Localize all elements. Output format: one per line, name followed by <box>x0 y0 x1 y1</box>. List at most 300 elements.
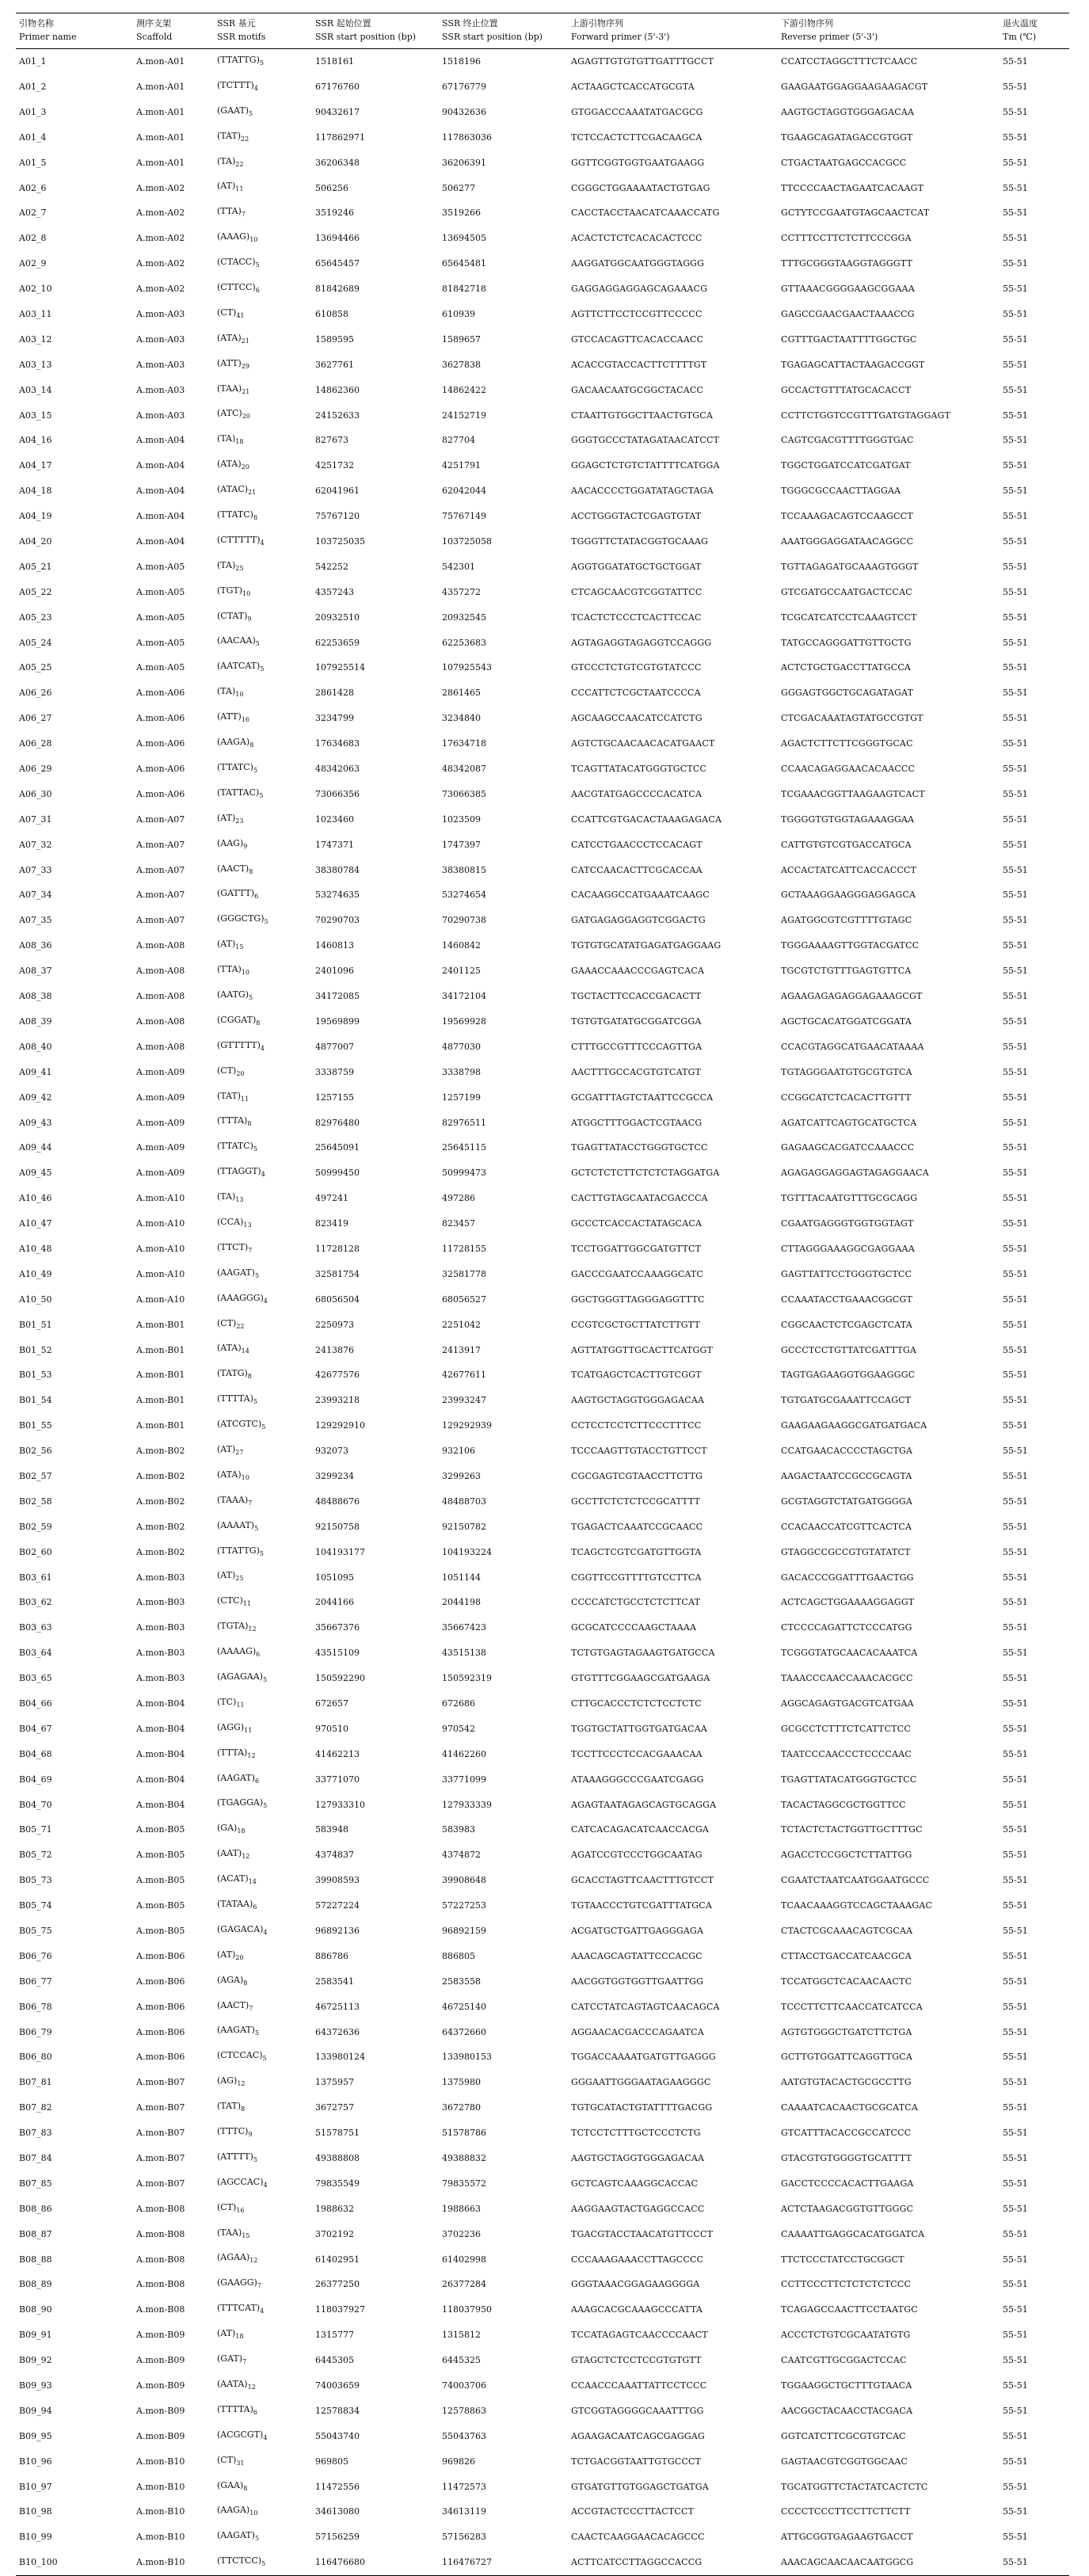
motif-unit: (ACGCGT) <box>217 2429 264 2440</box>
start-position-cell: 610858 <box>315 309 348 319</box>
end-position-cell: 103725058 <box>442 536 492 547</box>
forward-primer-cell: CTAATTGTGGCTTAACTGTGCA <box>571 410 714 421</box>
end-position-cell: 932106 <box>442 1446 475 1457</box>
start-position-cell: 55043740 <box>315 2430 360 2441</box>
motif-unit: (ATC) <box>217 408 242 419</box>
primer-name-cell: A09_41 <box>19 1066 52 1077</box>
end-position-cell: 1051144 <box>442 1572 481 1583</box>
motif-cell <box>214 1110 312 1135</box>
table-row <box>16 1995 1069 2020</box>
tm-cell: 55-51 <box>1000 2550 1069 2575</box>
forward-primer-cell: GGGAATTGGGAATAGAAGGGC <box>571 2077 711 2088</box>
start-position-cell: 497241 <box>315 1193 348 1204</box>
table-row <box>16 1362 1069 1388</box>
tm-cell: 55-51 <box>1003 1496 1028 1507</box>
table-row <box>16 1564 1069 1590</box>
tm-cell: 55-51 <box>1003 637 1028 648</box>
primer-name-cell: B03_63 <box>19 1622 52 1633</box>
reverse-primer-cell: TCAACAAAGGTCCAGCTAAAGAC <box>781 1900 933 1911</box>
primer-name-cell: A07_33 <box>19 864 52 875</box>
scaffold-cell: A.mon-A05 <box>136 637 185 648</box>
table-row <box>16 2449 1069 2475</box>
end-position-cell: 117863036 <box>442 131 492 143</box>
motif-count: 7 <box>248 1499 253 1507</box>
start-position-cell: 2413876 <box>315 1344 354 1355</box>
motif-count: 4 <box>263 1929 268 1937</box>
table-row <box>16 984 1069 1009</box>
table-row <box>16 630 1069 655</box>
primer-name-cell: A06_29 <box>19 764 52 775</box>
start-position-cell: 70290703 <box>315 915 360 926</box>
scaffold-cell: A.mon-B07 <box>136 2077 185 2088</box>
motif-cell <box>214 706 312 731</box>
end-position-cell: 11472573 <box>442 2481 486 2492</box>
end-position-cell: 36206391 <box>442 157 486 168</box>
motif-cell <box>214 1944 312 1969</box>
scaffold-cell: A.mon-B10 <box>133 2550 214 2575</box>
scaffold-cell: A.mon-B06 <box>136 2052 185 2063</box>
motif-count: 5 <box>249 109 253 117</box>
tm-cell: 55-51 <box>1003 1344 1028 1355</box>
end-position-cell: 497286 <box>442 1193 475 1204</box>
motif-count: 11 <box>242 1600 251 1608</box>
motif-count: 10 <box>249 2509 258 2517</box>
table-row <box>16 1262 1069 1287</box>
start-position-cell: 38380784 <box>315 864 360 875</box>
table-row <box>16 378 1069 403</box>
primer-name-cell: B02_56 <box>19 1446 52 1457</box>
reverse-primer-cell: AGACCTCCGGCTCTTATTGG <box>781 1850 912 1861</box>
tm-cell: 55-51 <box>1003 586 1028 597</box>
table-row <box>16 1337 1069 1362</box>
scaffold-cell: A.mon-A06 <box>136 713 185 724</box>
table-row <box>16 958 1069 984</box>
start-position-cell: 932073 <box>315 1446 348 1457</box>
motif-count: 5 <box>255 261 260 269</box>
reverse-primer-cell: TGAGAGCATTACTAAGACCGGT <box>781 359 925 370</box>
scaffold-cell: A.mon-B10 <box>136 2532 185 2543</box>
forward-primer-cell: AGTCTGCAACAACACATGAACT <box>571 738 715 749</box>
primer-name-cell: A07_35 <box>19 915 52 926</box>
table-row <box>16 1691 1069 1717</box>
reverse-primer-cell: CCATCCTAGGCTTTCTCAACC <box>781 56 918 67</box>
start-position-cell: 43515109 <box>315 1648 360 1659</box>
motif-unit: (TTCTCC) <box>217 2555 262 2566</box>
scaffold-cell: A.mon-A01 <box>136 56 185 67</box>
scaffold-cell: A.mon-A04 <box>136 486 185 497</box>
motif-count: 16 <box>236 2206 245 2214</box>
tm-cell: 55-51 <box>1003 2077 1028 2088</box>
primer-name-cell: A07_31 <box>19 814 52 825</box>
start-position-cell: 104193177 <box>315 1546 365 1557</box>
reverse-primer-cell: AAACAGCAACAACAATGGCG <box>778 2550 1000 2575</box>
motif-count: 9 <box>247 615 252 623</box>
motif-count: 12 <box>237 2080 246 2088</box>
motif-unit: (TA) <box>217 155 236 166</box>
motif-unit: (AATCAT) <box>217 661 261 672</box>
motif-unit: (AAT) <box>217 1848 242 1859</box>
reverse-primer-cell: AATGTGTACACTGCGCCTTG <box>781 2077 912 2088</box>
scaffold-cell: A.mon-B03 <box>136 1622 185 1633</box>
table-row <box>16 1211 1069 1237</box>
motif-cell <box>214 1969 312 1995</box>
tm-cell: 55-51 <box>1003 1572 1028 1583</box>
table-row <box>16 2246 1069 2272</box>
motif-cell <box>214 453 312 478</box>
forward-primer-cell: TCCATAGAGTCAACCCCAACT <box>571 2330 708 2341</box>
start-position-cell: 1051095 <box>315 1572 354 1583</box>
reverse-primer-cell: TACACTAGGCGCTGGTTCC <box>781 1799 906 1810</box>
primer-name-cell: B03_62 <box>19 1597 52 1608</box>
end-position-cell: 51578786 <box>442 2128 486 2139</box>
reverse-primer-cell: AGACTCTTCTTCGGGTGCAC <box>781 738 913 749</box>
motif-unit: (ATT) <box>217 357 242 368</box>
reverse-primer-cell: TGTGATGCGAAATTCCAGCT <box>781 1395 912 1406</box>
table-row <box>16 2272 1069 2297</box>
motif-unit: (AGCCAC) <box>217 2176 264 2187</box>
motif-count: 23 <box>235 817 244 825</box>
forward-primer-cell: TCTGACGGTAATTGTGCCCT <box>571 2456 702 2467</box>
tm-cell: 55-51 <box>1003 2481 1028 2492</box>
motif-cell <box>214 1237 312 1262</box>
motif-unit: (TA) <box>217 559 236 570</box>
end-position-cell: 41462260 <box>442 1748 486 1759</box>
scaffold-cell: A.mon-B01 <box>136 1344 185 1355</box>
primer-name-cell: A10_49 <box>19 1268 52 1279</box>
reverse-primer-cell: TGGGCGCCAACTTAGGAA <box>781 486 901 497</box>
start-position-cell: 79835549 <box>315 2178 360 2189</box>
forward-primer-cell: GGAGCTCTGTCTATTTTCATGGA <box>571 460 720 471</box>
reverse-primer-cell: TGTAGGGAATGTGCGTGTCA <box>781 1066 912 1077</box>
end-position-cell: 133980153 <box>442 2052 492 2063</box>
forward-primer-cell: AAGGATGGCAATGGGTAGGG <box>571 258 705 269</box>
reverse-primer-cell: CCACAACCATCGTTCACTCA <box>781 1521 912 1532</box>
forward-primer-cell: ACCGTACTCCCTTACTCCT <box>571 2506 695 2517</box>
end-position-cell: 53274654 <box>442 890 486 901</box>
tm-cell: 55-51 <box>1003 1294 1028 1305</box>
tm-cell: 55-51 <box>1003 435 1028 446</box>
start-position-cell: 3627761 <box>315 359 354 370</box>
motif-unit: (AATA) <box>217 2378 248 2389</box>
primer-name-cell: A10_46 <box>19 1193 52 1204</box>
primer-name-cell: B06_80 <box>19 2052 52 2063</box>
forward-primer-cell: ACACCGTACCACTTCTTTTGT <box>571 359 707 370</box>
scaffold-cell: A.mon-A07 <box>136 814 185 825</box>
motif-unit: (ATA) <box>217 1343 242 1354</box>
table-row <box>16 175 1069 200</box>
scaffold-cell: A.mon-B03 <box>136 1572 185 1583</box>
forward-primer-cell: TCAGTTATACATGGGTGCTCC <box>571 764 707 775</box>
start-position-cell: 48488676 <box>315 1496 360 1507</box>
end-position-cell: 39908648 <box>442 1875 486 1886</box>
tm-cell: 55-51 <box>1003 915 1028 926</box>
tm-cell: 55-51 <box>1003 81 1028 92</box>
motif-count: 25 <box>235 1575 244 1583</box>
tm-cell: 55-51 <box>1003 2052 1028 2063</box>
primer-name-cell: A08_38 <box>19 991 52 1002</box>
scaffold-cell: A.mon-A01 <box>136 131 185 143</box>
scaffold-cell: A.mon-A04 <box>136 536 185 547</box>
motif-unit: (GGGCTG) <box>217 913 265 924</box>
tm-cell: 55-51 <box>1003 991 1028 1002</box>
table-row <box>16 655 1069 680</box>
table-row <box>16 352 1069 378</box>
forward-primer-cell: AAAGCACGCAAAGCCCATTA <box>571 2304 703 2315</box>
tm-cell: 55-51 <box>1003 1041 1028 1052</box>
table-row <box>16 327 1069 352</box>
start-position-cell: 1023460 <box>315 814 354 825</box>
table-row <box>16 2550 1069 2575</box>
end-position-cell: 43515138 <box>442 1648 486 1659</box>
header-reverse-en: Reverse primer (5'-3') <box>781 32 878 42</box>
table-row <box>16 1489 1069 1515</box>
forward-primer-cell: CATCCTGAACCCTCCACAGT <box>571 839 703 850</box>
table-row <box>16 2525 1069 2550</box>
motif-cell <box>214 1817 312 1842</box>
motif-cell <box>214 1211 312 1237</box>
motif-unit: (TTTCAT) <box>217 2303 261 2314</box>
motif-count: 6 <box>253 1903 257 1911</box>
scaffold-cell: A.mon-A06 <box>136 738 185 749</box>
motif-unit: (ACAT) <box>217 1873 249 1884</box>
reverse-primer-cell: GAAGAAGAAGGCGATGATGACA <box>781 1420 927 1431</box>
tm-cell: 55-51 <box>1003 2405 1028 2416</box>
motif-count: 11 <box>244 1726 253 1734</box>
scaffold-cell: A.mon-A04 <box>136 460 185 471</box>
scaffold-cell: A.mon-B10 <box>136 2456 185 2467</box>
motif-count: 5 <box>261 2560 266 2568</box>
forward-primer-cell: ACCTGGGTACTCGAGTGTAT <box>571 511 702 522</box>
tm-cell: 55-51 <box>1003 333 1028 345</box>
start-position-cell: 4877007 <box>315 1041 354 1052</box>
end-position-cell: 823457 <box>442 1218 475 1229</box>
reverse-primer-cell: GCCACTGTTTATGCACACCT <box>781 384 912 395</box>
primer-name-cell: B06_78 <box>19 2001 52 2012</box>
tm-cell: 55-51 <box>1003 2330 1028 2341</box>
scaffold-cell: A.mon-B08 <box>136 2304 185 2315</box>
end-position-cell: 79835572 <box>442 2178 486 2189</box>
forward-primer-cell: CCATTCGTGACACTAAAGAGACA <box>571 814 722 825</box>
scaffold-cell: A.mon-B03 <box>136 1673 185 1684</box>
motif-cell <box>214 1287 312 1313</box>
primer-name-cell: B09_92 <box>19 2355 52 2366</box>
reverse-primer-cell: ACTCTAAGACGGTGTTGGGC <box>781 2203 914 2214</box>
forward-primer-cell: CTTTGCCGTTTCCCAGTTGA <box>571 1041 703 1052</box>
reverse-primer-cell: GCTYTCCGAATGTAGCAACTCAT <box>781 208 930 219</box>
table-row <box>16 2373 1069 2399</box>
motif-cell <box>214 100 312 125</box>
motif-unit: (AT) <box>217 1570 236 1581</box>
motif-unit: (TA) <box>217 686 236 697</box>
motif-unit: (TATAA) <box>217 1899 253 1910</box>
motif-unit: (TAA) <box>217 2227 242 2238</box>
motif-count: 5 <box>249 994 253 1002</box>
tm-cell: 55-51 <box>1003 1319 1028 1330</box>
scaffold-cell: A.mon-A08 <box>136 991 185 1002</box>
tm-cell: 55-51 <box>1003 2380 1028 2391</box>
motif-unit: (AACAA) <box>217 635 256 646</box>
forward-primer-cell: TCAGCTCGTCGATGTTGGTA <box>571 1546 702 1557</box>
end-position-cell: 57227253 <box>442 1900 486 1911</box>
tm-cell: 55-51 <box>1003 864 1028 875</box>
primer-name-cell: A07_32 <box>19 839 52 850</box>
tm-cell: 55-51 <box>1003 561 1028 572</box>
forward-primer-cell: CGCGAGTCGTAACCTTCTTG <box>571 1470 703 1481</box>
end-position-cell: 92150782 <box>442 1521 486 1532</box>
primer-name-cell: B01_52 <box>19 1344 52 1355</box>
tm-cell: 55-51 <box>1003 688 1028 699</box>
motif-count: 21 <box>248 489 257 497</box>
tm-cell: 55-51 <box>1003 814 1028 825</box>
reverse-primer-cell: TGGGGTGTGGTAGAAAGGAA <box>781 814 915 825</box>
motif-cell <box>214 2449 312 2475</box>
start-position-cell: 51578751 <box>315 2128 360 2139</box>
start-position-cell: 23993218 <box>315 1395 360 1406</box>
end-position-cell: 24152719 <box>442 410 486 421</box>
tm-cell: 55-51 <box>1003 309 1028 319</box>
reverse-primer-cell: TAGTGAGAAGGTGGAAGGGC <box>781 1370 916 1381</box>
end-position-cell: 104193224 <box>442 1546 492 1557</box>
tm-cell: 55-51 <box>1003 2532 1028 2543</box>
tm-cell: 55-51 <box>1003 1168 1028 1179</box>
reverse-primer-cell: GAGCCGAACGAACTAAACCG <box>781 309 915 319</box>
table-row <box>16 1160 1069 1186</box>
scaffold-cell: A.mon-B08 <box>136 2203 185 2214</box>
primer-name-cell: B07_84 <box>19 2153 52 2164</box>
table-row <box>16 580 1069 605</box>
scaffold-cell: A.mon-B09 <box>136 2405 185 2416</box>
motif-count: 12 <box>242 1853 250 1861</box>
tm-cell: 55-51 <box>1003 157 1028 168</box>
motif-count: 10 <box>249 236 258 244</box>
motif-cell <box>214 1262 312 1287</box>
motif-count: 6 <box>254 893 259 901</box>
reverse-primer-cell: CTGACTAATGAGCCACGCC <box>781 157 907 168</box>
tm-cell: 55-51 <box>1003 612 1028 623</box>
start-position-cell: 2250973 <box>315 1319 354 1330</box>
motif-count: 22 <box>235 160 244 168</box>
motif-count: 21 <box>241 337 249 345</box>
motif-cell <box>214 984 312 1009</box>
tm-cell: 55-51 <box>1003 662 1028 673</box>
table-row <box>16 1868 1069 1893</box>
forward-primer-cell: AACGGTGGTGGTTGAATTGG <box>571 1976 704 1987</box>
table-row <box>16 276 1069 302</box>
scaffold-cell: A.mon-A07 <box>136 839 185 850</box>
reverse-primer-cell: CAATCGTTGCGGACTCCAC <box>781 2355 907 2366</box>
tm-cell: 55-51 <box>1003 1016 1028 1027</box>
table-row <box>16 2323 1069 2348</box>
motif-count: 12 <box>247 2384 256 2391</box>
end-position-cell: 34172104 <box>442 991 486 1002</box>
start-position-cell: 67176760 <box>315 81 360 92</box>
end-position-cell: 4877030 <box>442 1041 481 1052</box>
end-position-cell: 73066385 <box>442 788 486 799</box>
motif-cell <box>214 1009 312 1035</box>
reverse-primer-cell: AAATGGGAGGATAACAGGCC <box>781 536 914 547</box>
tm-cell: 55-51 <box>1003 2178 1028 2189</box>
primer-name-cell: A02_8 <box>19 233 47 244</box>
scaffold-cell: A.mon-B08 <box>136 2279 185 2290</box>
tm-cell: 55-51 <box>1003 1117 1028 1128</box>
motif-cell <box>214 1439 312 1464</box>
primer-name-cell: B08_88 <box>19 2254 52 2265</box>
reverse-primer-cell: AGATCATTCAGTGCATGCTCA <box>781 1117 917 1128</box>
scaffold-cell: A.mon-A08 <box>136 966 185 977</box>
motif-cell <box>214 1085 312 1111</box>
motif-unit: (AAGAT) <box>217 2025 255 2036</box>
reverse-primer-cell: TGGCTGGATCCATCGATGAT <box>781 460 911 471</box>
end-position-cell: 50999473 <box>442 1168 486 1179</box>
table-row <box>16 1540 1069 1565</box>
motif-cell <box>214 226 312 251</box>
start-position-cell: 672657 <box>315 1698 348 1709</box>
primer-name-cell: A10_48 <box>19 1243 52 1254</box>
motif-cell <box>214 2373 312 2399</box>
scaffold-cell: A.mon-A08 <box>136 1041 185 1052</box>
reverse-primer-cell: CTCCCCAGATTCTCCCATGG <box>781 1622 912 1633</box>
forward-primer-cell: AAACAGCAGTATTCCCACGC <box>571 1950 703 1961</box>
motif-cell <box>214 1160 312 1186</box>
start-position-cell: 20932510 <box>315 612 360 623</box>
motif-unit: (ATAC) <box>217 484 249 495</box>
start-position-cell: 506256 <box>315 182 348 193</box>
end-position-cell: 57156283 <box>442 2532 486 2543</box>
scaffold-cell: A.mon-B08 <box>136 2254 185 2265</box>
start-position-cell: 129292910 <box>315 1420 365 1431</box>
motif-count: 8 <box>247 1120 252 1128</box>
scaffold-cell: A.mon-B04 <box>136 1698 185 1709</box>
scaffold-cell: A.mon-B08 <box>136 2228 185 2239</box>
start-position-cell: 969805 <box>315 2456 348 2467</box>
motif-count: 12 <box>248 1625 257 1633</box>
reverse-primer-cell: CCTTCCCTTCTCTCTCTCCC <box>781 2279 912 2290</box>
header-end-en: SSR start position (bp) <box>442 32 543 42</box>
primer-name-cell: B10_98 <box>19 2506 52 2517</box>
start-position-cell: 3299234 <box>315 1470 354 1481</box>
reverse-primer-cell: TTCCCCAACTAGAATCACAAGT <box>781 182 924 193</box>
end-position-cell: 506277 <box>442 182 475 193</box>
reverse-primer-cell: CAAAATTGAGGCACATGGATCA <box>781 2228 925 2239</box>
table-row <box>16 756 1069 782</box>
primer-name-cell: B10_100 <box>16 2550 133 2575</box>
end-position-cell: 35667423 <box>442 1622 486 1633</box>
end-position-cell: 4357272 <box>442 586 481 597</box>
motif-cell <box>214 2525 312 2550</box>
reverse-primer-cell: CATTGTGTCGTGACCATGCA <box>781 839 912 850</box>
motif-count: 22 <box>236 1322 245 1330</box>
end-position-cell: 610939 <box>442 309 475 319</box>
motif-cell <box>214 1590 312 1615</box>
primer-name-cell: B09_94 <box>19 2405 52 2416</box>
forward-primer-cell: CATCCAACACTTCGCACCAA <box>571 864 703 875</box>
reverse-primer-cell: AGATGGCGTCGTTTTGTAGC <box>781 915 912 926</box>
start-position-cell: 73066356 <box>315 788 360 799</box>
reverse-primer-cell: TAAACCCAACCAAACACGCC <box>781 1673 913 1684</box>
start-position-cell: 117862971 <box>315 131 365 143</box>
forward-primer-cell: GTCCACAGTTCACACCAACC <box>571 333 704 345</box>
motif-count: 7 <box>257 2282 261 2290</box>
tm-cell: 55-51 <box>1003 2254 1028 2265</box>
reverse-primer-cell: ACTCAGCTGGAAAAGGAGGT <box>781 1597 915 1608</box>
tm-cell: 55-51 <box>1003 1926 1028 1936</box>
start-position-cell: 1518161 <box>315 56 354 67</box>
primer-name-cell: B07_83 <box>19 2128 52 2139</box>
motif-cell <box>214 302 312 327</box>
table-row <box>16 2095 1069 2121</box>
tm-cell: 55-51 <box>1003 410 1028 421</box>
motif-cell <box>214 1995 312 2020</box>
